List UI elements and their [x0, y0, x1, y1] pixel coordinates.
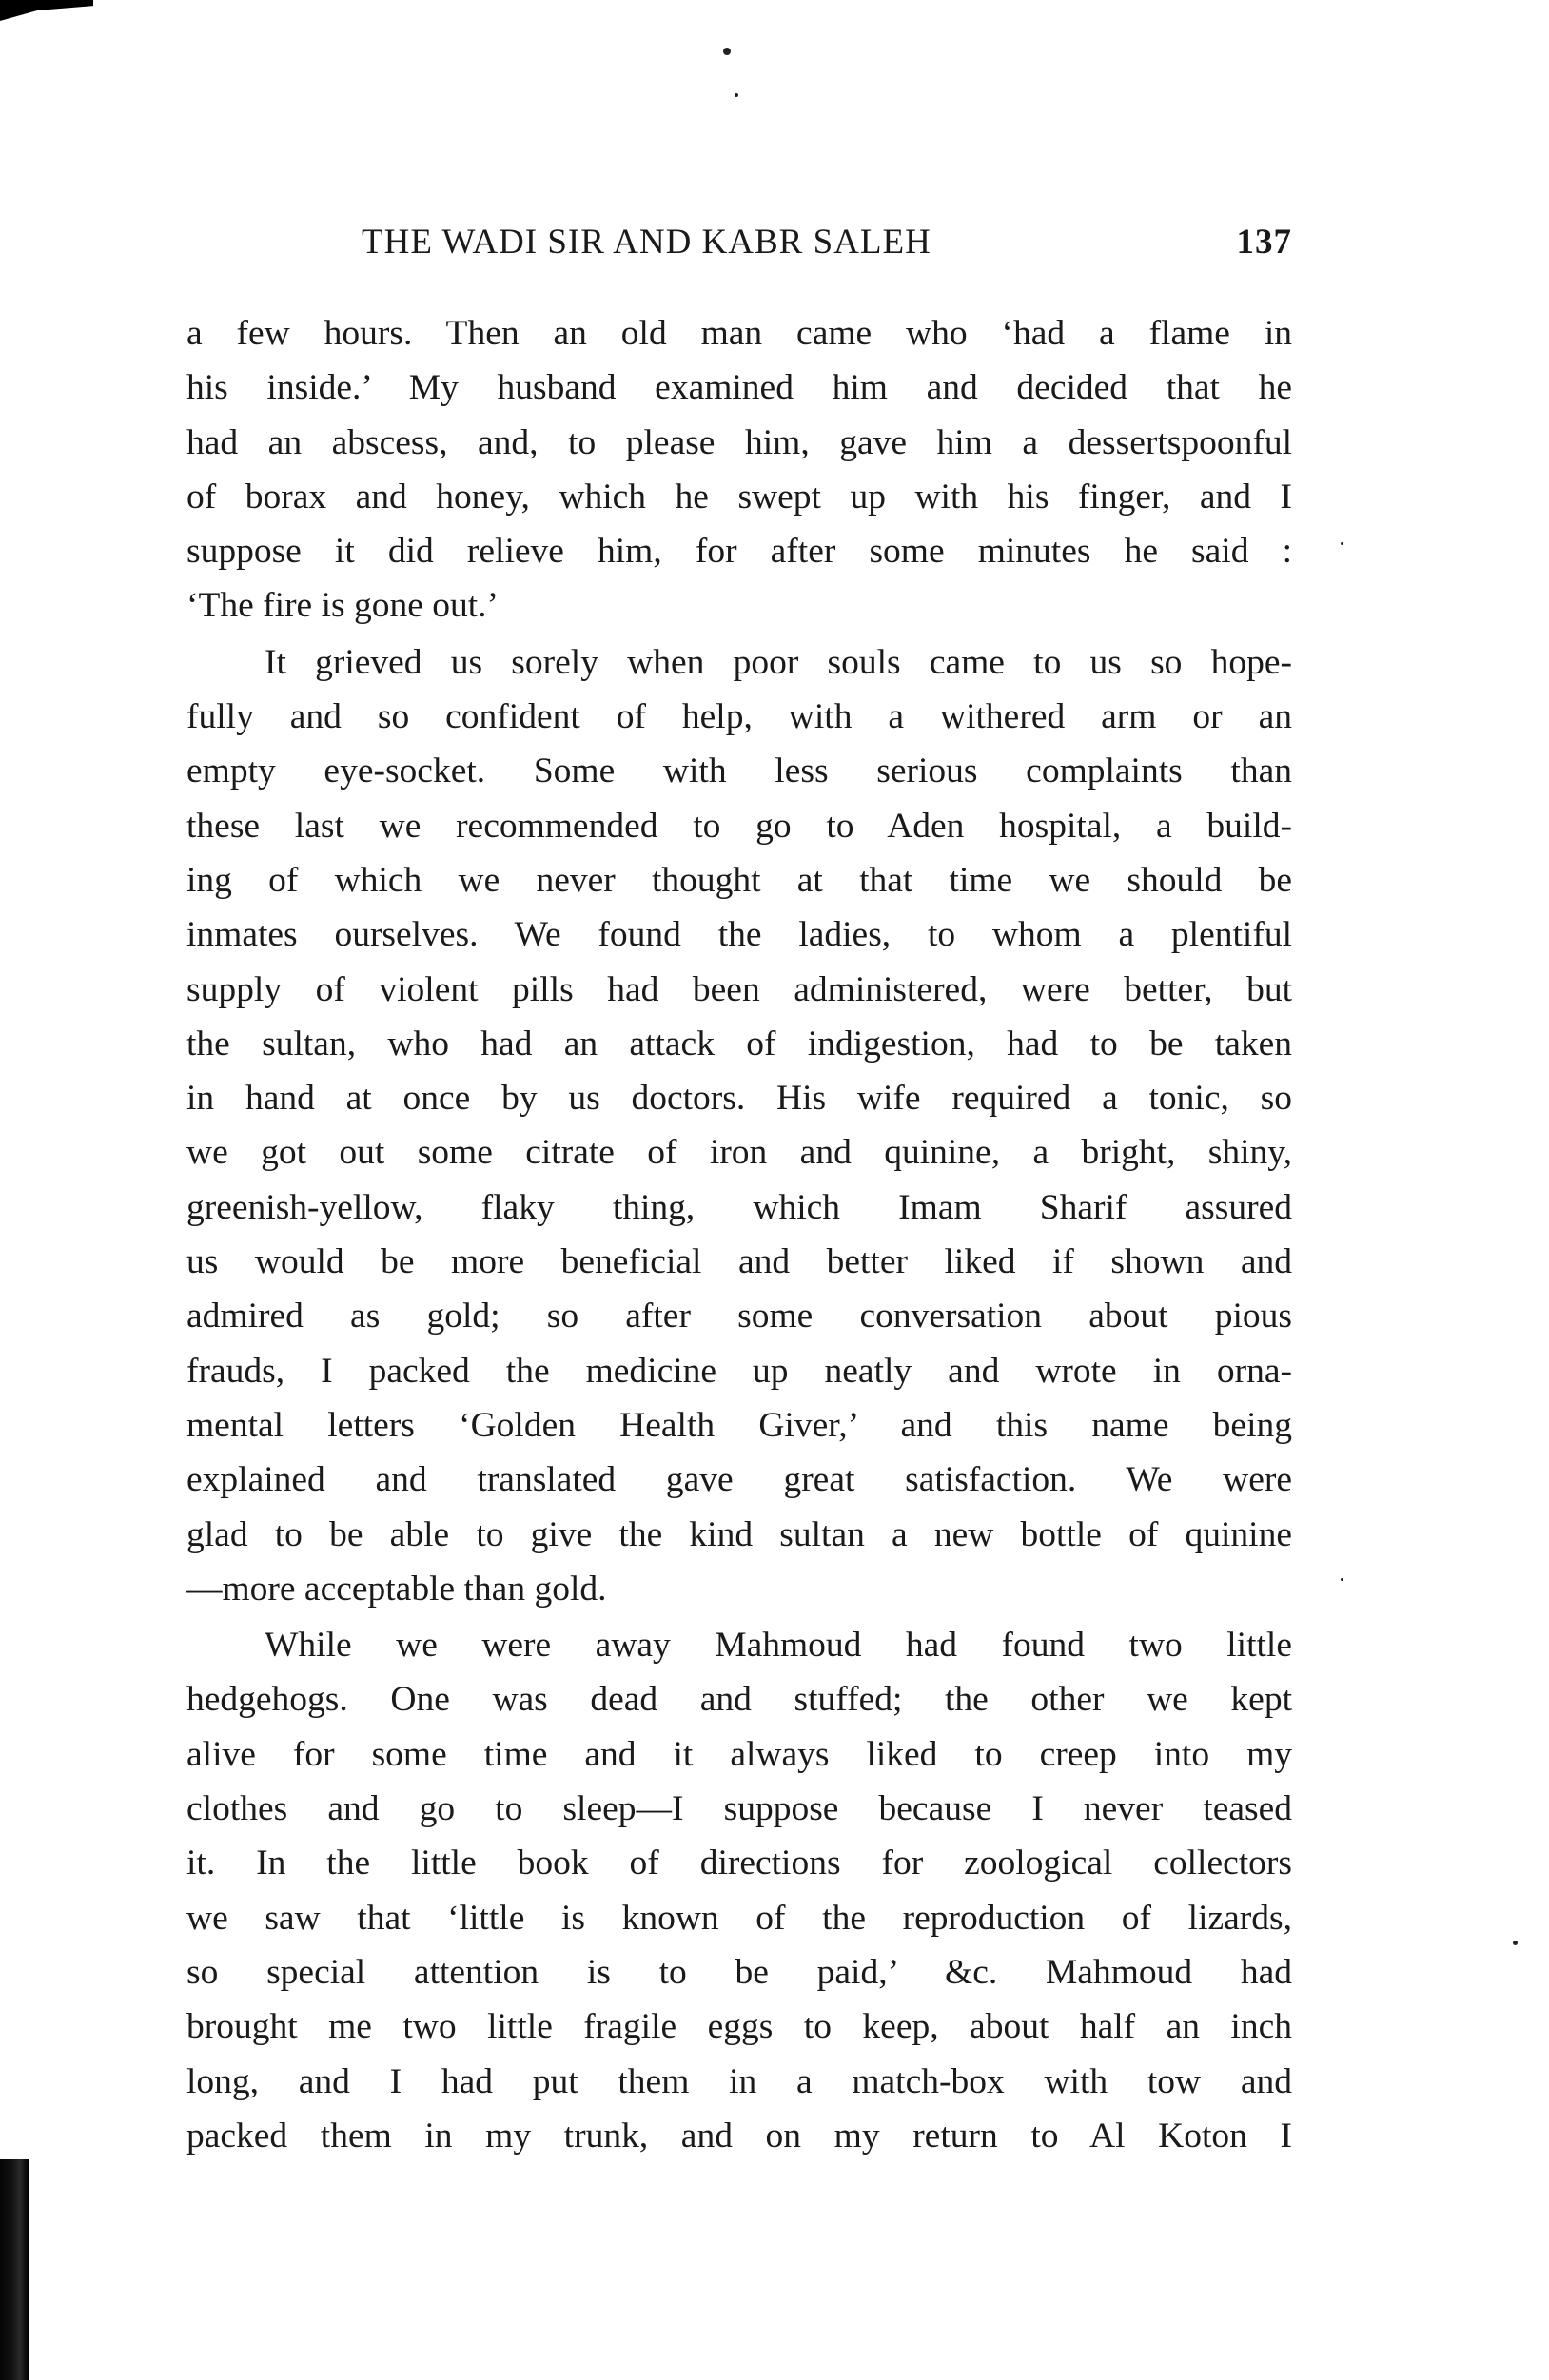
page-number: 137 [1236, 223, 1292, 262]
text-line: fully and so confident of help, with a withered arm or an [186, 697, 1292, 737]
text-line: a few hours. Then an old man came who ‘had a flame in [186, 314, 1292, 353]
scan-speck [735, 93, 738, 97]
text-line: clothes and go to sleep—I suppose because I never teased [186, 1789, 1292, 1829]
scan-edge-mark-top [0, 0, 93, 21]
text-line: in hand at once by us doctors. His wife required a tonic, so [186, 1079, 1292, 1119]
text-line: these last we recommended to go to Aden hospital, a build- [186, 806, 1292, 846]
text-line: so special attention is to be paid,’ &c. Mahmoud had [186, 1952, 1292, 1992]
text-line: the sultan, who had an attack of indigestion, had to be taken [186, 1024, 1292, 1063]
scan-speck [723, 48, 731, 55]
text-line: empty eye-socket. Some with less serious complaints than [186, 751, 1292, 791]
text-line: suppose it did relieve him, for after some minutes he said : [186, 532, 1292, 572]
chapter-title: THE WADI SIR AND KABR SALEH [362, 223, 931, 262]
text-line: greenish-yellow, flaky thing, which Imam Sharif assured [186, 1187, 1292, 1227]
running-head [362, 222, 1292, 275]
text-line: ‘The fire is gone out.’ [186, 586, 500, 626]
body-text [186, 306, 1292, 2163]
text-line: frauds, I packed the medicine up neatly and wrote in orna- [186, 1351, 1292, 1391]
text-line: admired as gold; so after some conversation about pious [186, 1297, 1292, 1336]
text-line: While we were away Mahmoud had found two little [265, 1626, 1292, 1666]
scan-speck [1341, 1578, 1343, 1581]
text-line: inmates ourselves. We found the ladies, to whom a plentiful [186, 915, 1292, 955]
text-line: we saw that ‘little is known of the reproduction of lizards, [186, 1898, 1292, 1938]
text-line: brought me two little fragile eggs to keep, about half an inch [186, 2007, 1292, 2047]
text-line: ing of which we never thought at that time we should be [186, 860, 1292, 900]
text-line: long, and I had put them in a match-box with tow and [186, 2061, 1292, 2101]
text-line: supply of violent pills had been administered, were better, but [186, 969, 1292, 1009]
scan-speck [1513, 1941, 1518, 1945]
scan-edge-mark-left [0, 2159, 29, 2380]
text-line: we got out some citrate of iron and quinine, a bright, shiny, [186, 1133, 1292, 1173]
text-line: —more acceptable than gold. [186, 1569, 607, 1609]
text-line: had an abscess, and, to please him, gave him a dessertspoonful [186, 422, 1292, 462]
text-line: glad to be able to give the kind sultan a new bottle of quinine [186, 1514, 1292, 1554]
text-line: mental letters ‘Golden Health Giver,’ and this name being [186, 1405, 1292, 1445]
text-line: his inside.’ My husband examined him and decided that he [186, 368, 1292, 408]
text-line: explained and translated gave great satisfaction. We were [186, 1460, 1292, 1500]
text-line: alive for some time and it always liked to creep into my [186, 1734, 1292, 1774]
text-line: us would be more beneficial and better liked if shown and [186, 1242, 1292, 1282]
text-line: hedgehogs. One was dead and stuffed; the other we kept [186, 1680, 1292, 1720]
text-line: it. In the little book of directions for zoological collectors [186, 1844, 1292, 1883]
text-line: packed them in my trunk, and on my return to Al Koton I [186, 2116, 1292, 2156]
scan-speck [1341, 542, 1343, 545]
text-line: It grieved us sorely when poor souls came to us so hope- [265, 642, 1292, 682]
text-line: of borax and honey, which he swept up with his finger, and I [186, 477, 1292, 517]
